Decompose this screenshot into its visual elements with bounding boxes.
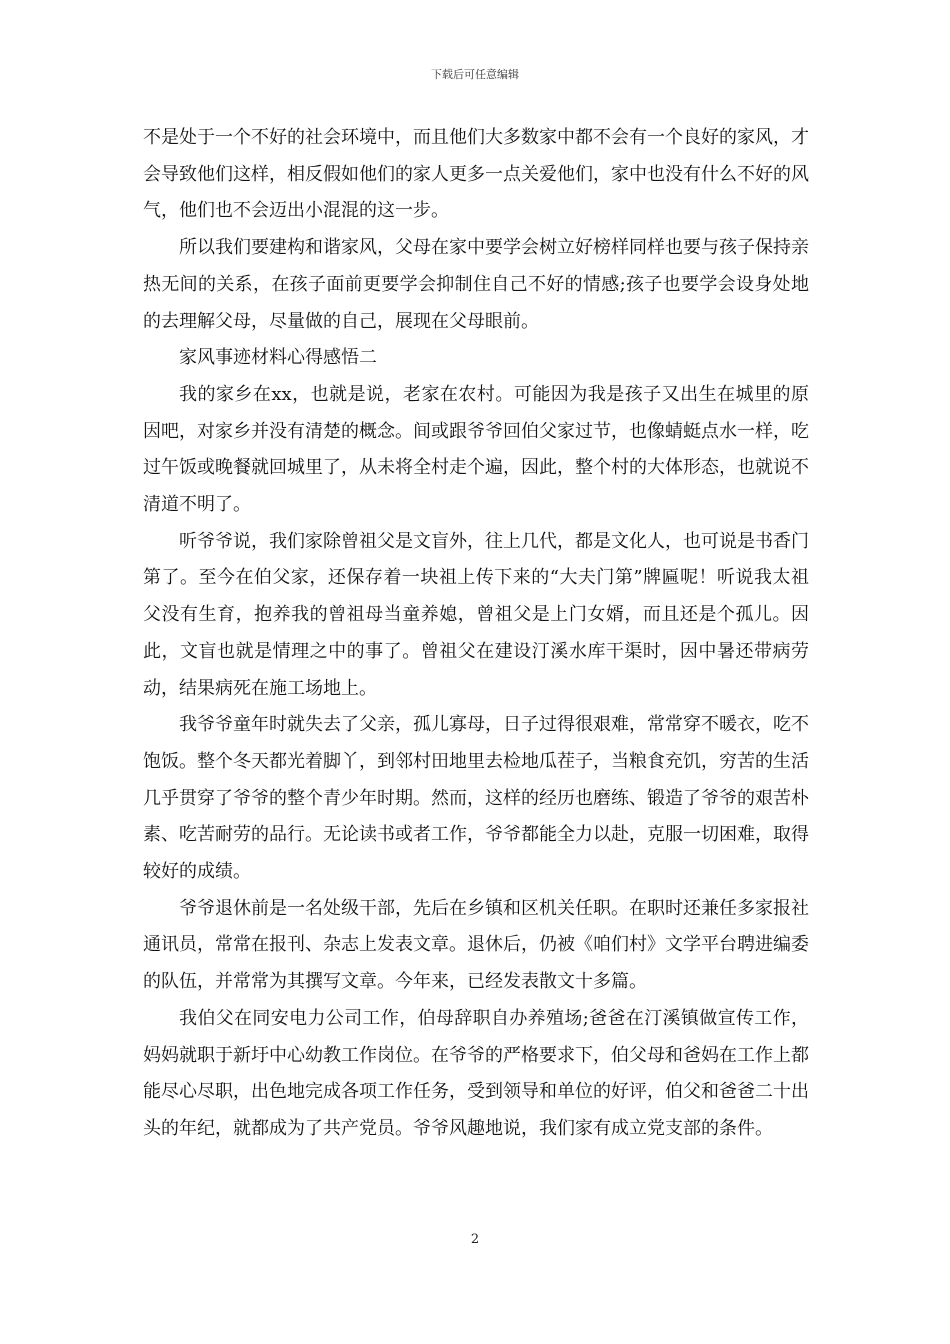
paragraph: 我的家乡在xx，也就是说，老家在农村。可能因为我是孩子又出生在城里的原因吧，对家乡并没有清楚的概念。间或跟爷爷回伯父家过节，也像蜻蜓点水一样，吃过午饭或晚餐就回城里了，从未将全村走个遍，因此，整个村的大体形态，也就说不清道不明了。 [143,383,809,516]
document-body [143,120,809,1148]
section-heading: 家风事迹材料心得感悟二 [179,347,377,369]
page-number: 2 [470,1232,480,1247]
paragraph: 听爷爷说，我们家除曾祖父是文盲外，往上几代，都是文化人，也可说是书香门第了。至今在伯父家，还保存着一块祖上传下来的“大夫门第”牌匾呢！听说我太祖父没有生育，抱养我的曾祖母当童养媳，曾祖父是上门女婿，而且还是个孤儿。因此，文盲也就是情理之中的事了。曾祖父在建设汀溪水库干渠时，因中暑还带病劳动，结果病死在施工场地上。 [143,530,809,699]
paragraph-continued: 不是处于一个不好的社会环境中，而且他们大多数家中都不会有一个良好的家风，才会导致他们这样，相反假如他们的家人更多一点关爱他们，家中也没有什么不好的风气，他们也不会迈出小混混的这一步。 [143,127,809,222]
paragraph: 爷爷退休前是一名处级干部，先后在乡镇和区机关任职。在职时还兼任多家报社通讯员，常常在报刊、杂志上发表文章。退休后，仍被《咱们村》文学平台聘进编委的队伍，并常常为其撰写文章。今年来，已经发表散文十多篇。 [143,897,809,993]
paragraph: 所以我们要建构和谐家风，父母在家中要学会树立好榜样同样也要与孩子保持亲热无间的关系，在孩子面前更要学会抑制住自己不好的情感;孩子也要学会设身处地的去理解父母，尽量做的自己，展现在父母眼前。 [143,237,809,332]
page-header: 下载后可任意编辑 [431,68,519,81]
paragraph: 我伯父在同安电力公司工作，伯母辞职自办养殖场;爸爸在汀溪镇做宣传工作，妈妈就职于新圩中心幼教工作岗位。在爷爷的严格要求下，伯父母和爸妈在工作上都能尽心尽职，出色地完成各项工作任务，受到领导和单位的好评，伯父和爸爸二十出头的年纪，就都成为了共产党员。爷爷风趣地说，我们家有成立党支部的条件。 [143,1007,809,1139]
paragraph: 我爷爷童年时就失去了父亲，孤儿寡母，日子过得很艰难，常常穿不暖衣，吃不饱饭。整个冬天都光着脚丫，到邻村田地里去检地瓜茬子，当粮食充饥，穷苦的生活几乎贯穿了爷爷的整个青少年时期。然而，这样的经历也磨练、锻造了爷爷的艰苦朴素、吃苦耐劳的品行。无论读书或者工作，爷爷都能全力以赴，克服一切困难，取得较好的成绩。 [143,714,809,883]
